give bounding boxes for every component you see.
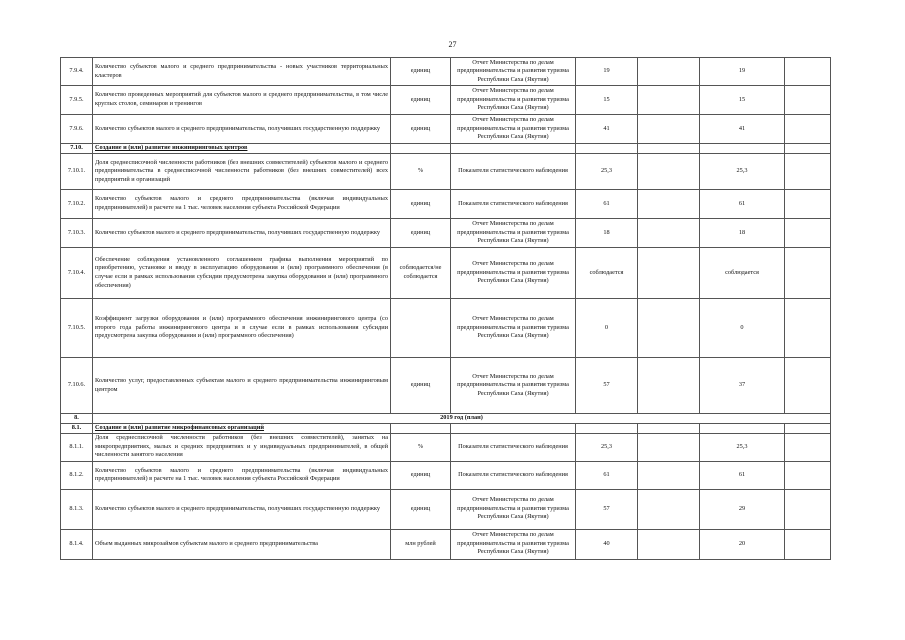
value-cell: 61 — [576, 461, 638, 489]
value-cell: 25,3 — [576, 154, 638, 190]
value-cell — [785, 58, 831, 86]
source-cell: Отчет Министерства по делам предпринимательства и развития туризма Республики Саха (Якутия) — [451, 489, 576, 529]
empty-cell — [700, 424, 785, 434]
indicator-name: Обеспечение соблюдения установленного соглашением графика выполнения мероприятий по приобретению, установке и вводу в эксплуатацию оборудования и (или) программного обеспечения (в случае если в рамках использования субсидии предусмотрена закупка оборудования и (или) программного обеспечения) — [93, 248, 391, 299]
indicator-name: Количество субъектов малого и среднего предпринимательства, получивших государственную поддержку — [93, 489, 391, 529]
row-number: 8.1.4. — [61, 529, 93, 559]
empty-cell — [576, 144, 638, 154]
unit-cell: единиц — [391, 358, 451, 414]
empty-cell — [391, 424, 451, 434]
row-number: 7.9.4. — [61, 58, 93, 86]
empty-cell — [451, 424, 576, 434]
empty-cell — [576, 424, 638, 434]
value-cell — [785, 248, 831, 299]
row-number: 7.10.3. — [61, 219, 93, 248]
value-cell: 29 — [700, 489, 785, 529]
indicator-name: Количество субъектов малого и среднего предпринимательства, получивших государственную поддержку — [93, 115, 391, 144]
indicator-name: Доля среднесписочной численности работников (без внешних совместителей) субъектов малого и среднего предпринимательства в среднесписочной численности работников (без внешних совместителей) всех предприятий и организаций — [93, 154, 391, 190]
value-cell — [638, 299, 700, 358]
row-number: 7.10.4. — [61, 248, 93, 299]
value-cell: соблюдается — [700, 248, 785, 299]
value-cell: 0 — [576, 299, 638, 358]
section-number: 7.10. — [61, 144, 93, 154]
indicator-name: Количество субъектов малого и среднего предпринимательства (включая индивидуальных предпринимателей) в расчете на 1 тыс. человек населения субъекта Российской Федерации — [93, 190, 391, 219]
row-number: 7.9.6. — [61, 115, 93, 144]
value-cell — [785, 86, 831, 115]
section-number: 8.1. — [61, 424, 93, 434]
value-cell — [638, 461, 700, 489]
row-number: 8.1.1. — [61, 433, 93, 461]
value-cell — [785, 489, 831, 529]
empty-cell — [785, 144, 831, 154]
value-cell — [638, 219, 700, 248]
value-cell: 0 — [700, 299, 785, 358]
value-cell — [785, 154, 831, 190]
source-cell: Показатели статистического наблюдения — [451, 190, 576, 219]
value-cell: 41 — [700, 115, 785, 144]
value-cell: 61 — [700, 461, 785, 489]
section-row — [61, 424, 831, 434]
unit-cell: единиц — [391, 489, 451, 529]
value-cell — [638, 115, 700, 144]
value-cell: 57 — [576, 489, 638, 529]
unit-cell: соблюдается/не соблюдается — [391, 248, 451, 299]
value-cell — [785, 299, 831, 358]
indicator-name: Количество проведенных мероприятий для субъектов малого и среднего предпринимательства, в том числе круглых столов, семинаров и тренингов — [93, 86, 391, 115]
value-cell — [785, 529, 831, 559]
table-row — [61, 299, 831, 358]
empty-cell — [391, 144, 451, 154]
value-cell — [638, 190, 700, 219]
row-number: 7.9.5. — [61, 86, 93, 115]
value-cell: 37 — [700, 358, 785, 414]
indicator-name: Объем выданных микрозаймов субъектам малого и среднего предпринимательства — [93, 529, 391, 559]
unit-cell: млн рублей — [391, 529, 451, 559]
empty-cell — [700, 144, 785, 154]
unit-cell: единиц — [391, 219, 451, 248]
table-row — [61, 219, 831, 248]
unit-cell: единиц — [391, 115, 451, 144]
value-cell — [638, 489, 700, 529]
unit-cell: единиц — [391, 461, 451, 489]
unit-cell: % — [391, 433, 451, 461]
table-row — [61, 58, 831, 86]
source-cell: Отчет Министерства по делам предпринимательства и развития туризма Республики Саха (Якутия) — [451, 358, 576, 414]
unit-cell: единиц — [391, 190, 451, 219]
value-cell: 15 — [700, 86, 785, 115]
section-title: Создание и (или) развитие микрофинансовых организаций — [93, 424, 391, 434]
value-cell — [638, 358, 700, 414]
page-number: 27 — [448, 40, 457, 49]
value-cell — [638, 433, 700, 461]
value-cell: 20 — [700, 529, 785, 559]
source-cell: Отчет Министерства по делам предпринимательства и развития туризма Республики Саха (Якутия) — [451, 115, 576, 144]
indicator-name: Количество услуг, предоставленных субъектам малого и среднего предпринимательства инжиниринговым центром — [93, 358, 391, 414]
source-cell: Отчет Министерства по делам предпринимательства и развития туризма Республики Саха (Якутия) — [451, 299, 576, 358]
value-cell: 25,3 — [700, 154, 785, 190]
row-number: 7.10.2. — [61, 190, 93, 219]
value-cell: 25,3 — [576, 433, 638, 461]
source-cell: Показатели статистического наблюдения — [451, 154, 576, 190]
empty-cell — [638, 144, 700, 154]
row-number: 7.10.5. — [61, 299, 93, 358]
value-cell — [785, 433, 831, 461]
table-row — [61, 190, 831, 219]
value-cell: 61 — [700, 190, 785, 219]
value-cell: 40 — [576, 529, 638, 559]
table-row — [61, 529, 831, 559]
value-cell — [785, 461, 831, 489]
indicators-table — [60, 57, 831, 560]
value-cell: 25,3 — [700, 433, 785, 461]
row-number: 8.1.2. — [61, 461, 93, 489]
value-cell — [638, 58, 700, 86]
value-cell: соблюдается — [576, 248, 638, 299]
value-cell — [638, 529, 700, 559]
empty-cell — [638, 424, 700, 434]
source-cell: Показатели статистического наблюдения — [451, 433, 576, 461]
source-cell: Показатели статистического наблюдения — [451, 461, 576, 489]
value-cell: 15 — [576, 86, 638, 115]
table-row — [61, 248, 831, 299]
year-row — [61, 414, 831, 424]
value-cell: 61 — [576, 190, 638, 219]
source-cell: Отчет Министерства по делам предпринимательства и развития туризма Республики Саха (Якутия) — [451, 529, 576, 559]
value-cell — [785, 190, 831, 219]
empty-cell — [451, 144, 576, 154]
unit-cell — [391, 299, 451, 358]
table-row — [61, 489, 831, 529]
source-cell: Отчет Министерства по делам предпринимательства и развития туризма Республики Саха (Якутия) — [451, 219, 576, 248]
value-cell: 18 — [576, 219, 638, 248]
value-cell — [638, 154, 700, 190]
table-row — [61, 433, 831, 461]
value-cell: 18 — [700, 219, 785, 248]
value-cell — [638, 86, 700, 115]
table-row — [61, 358, 831, 414]
source-cell: Отчет Министерства по делам предпринимательства и развития туризма Республики Саха (Якутия) — [451, 86, 576, 115]
empty-cell — [785, 424, 831, 434]
indicator-name: Доля среднесписочной численности работников (без внешних совместителей), занятых на микропредприятиях, малых и средних предприятиях и у индивидуальных предпринимателей, в общей численности занятого населения — [93, 433, 391, 461]
table-row — [61, 86, 831, 115]
source-cell: Отчет Министерства по делам предпринимательства и развития туризма Республики Саха (Якутия) — [451, 248, 576, 299]
value-cell: 41 — [576, 115, 638, 144]
value-cell — [785, 219, 831, 248]
value-cell — [638, 248, 700, 299]
value-cell: 19 — [576, 58, 638, 86]
row-number: 7.10.1. — [61, 154, 93, 190]
row-number: 8.1.3. — [61, 489, 93, 529]
row-number: 7.10.6. — [61, 358, 93, 414]
source-cell: Отчет Министерства по делам предпринимательства и развития туризма Республики Саха (Якутия) — [451, 58, 576, 86]
table-row — [61, 154, 831, 190]
value-cell: 57 — [576, 358, 638, 414]
indicator-name: Количество субъектов малого и среднего предпринимательства - новых участников территориальных кластеров — [93, 58, 391, 86]
unit-cell: единиц — [391, 86, 451, 115]
section-row — [61, 144, 831, 154]
indicator-name: Количество субъектов малого и среднего предпринимательства, получивших государственную поддержку — [93, 219, 391, 248]
section-number: 8. — [61, 414, 93, 424]
section-title: Создание и (или) развитие инжиниринговых центров — [93, 144, 391, 154]
value-cell — [785, 358, 831, 414]
indicator-name: Количество субъектов малого и среднего предпринимательства (включая индивидуальных предпринимателей) в расчете на 1 тыс. человек населения субъекта Российской Федерации — [93, 461, 391, 489]
table-row — [61, 115, 831, 144]
year-title: 2019 год (план) — [93, 414, 831, 424]
unit-cell: единиц — [391, 58, 451, 86]
indicator-name: Коэффициент загрузки оборудования и (или) программного обеспечения инжинирингового центра (со второго года работы инжинирингового центра и в случае если в рамках использования субсидии предусмотрена закупка оборудования и (или) программного обеспечения) — [93, 299, 391, 358]
unit-cell: % — [391, 154, 451, 190]
value-cell — [785, 115, 831, 144]
table-row — [61, 461, 831, 489]
value-cell: 19 — [700, 58, 785, 86]
